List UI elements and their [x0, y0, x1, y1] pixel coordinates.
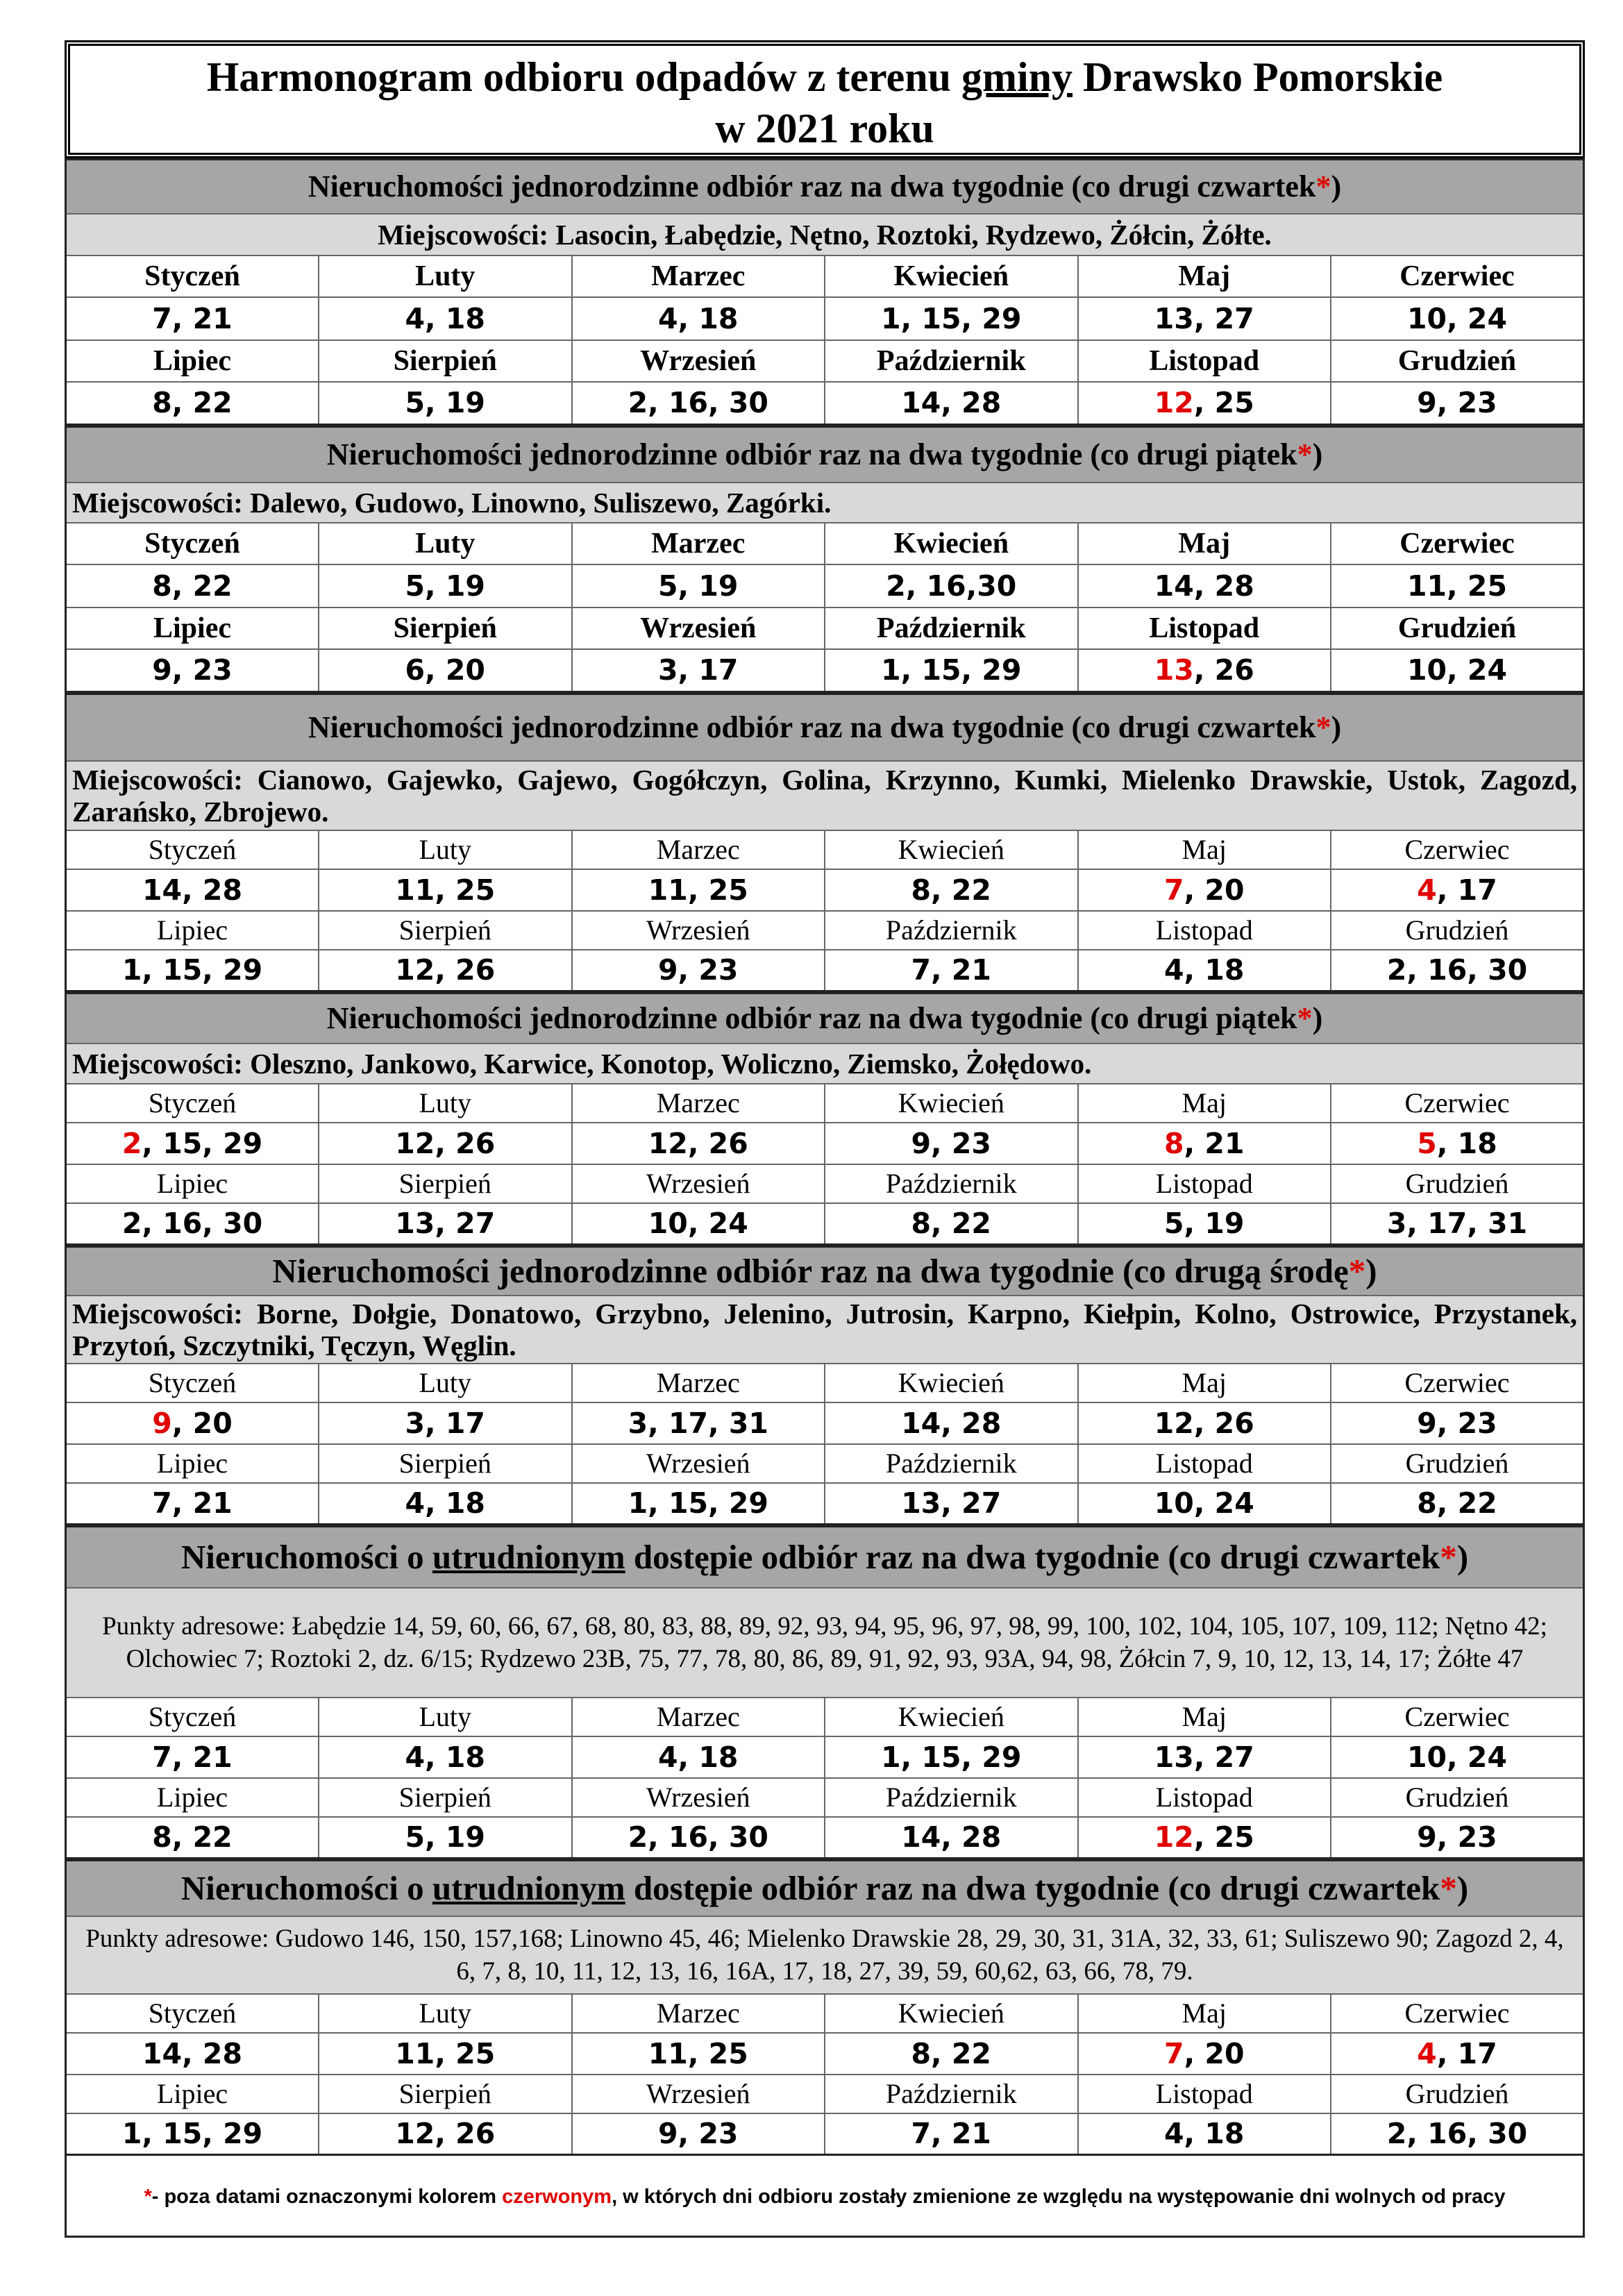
month-label: Styczeń — [66, 1364, 319, 1402]
pickup-dates: 7, 21 — [66, 1483, 319, 1525]
pickup-dates: 8, 22 — [1331, 1483, 1584, 1525]
month-label: Grudzień — [1331, 1444, 1584, 1483]
pickup-dates: 14, 28 — [66, 2033, 319, 2075]
pickup-dates: 8, 22 — [66, 564, 319, 607]
pickup-dates: 10, 24 — [1331, 649, 1584, 692]
pickup-dates: 1, 15, 29 — [825, 649, 1078, 692]
pickup-dates: 3, 17 — [572, 649, 825, 692]
month-label: Grudzień — [1331, 340, 1584, 382]
pickup-dates: 4, 18 — [319, 1736, 572, 1778]
pickup-dates: 10, 24 — [1078, 1483, 1331, 1525]
month-label: Wrzesień — [572, 1164, 825, 1203]
pickup-dates: 11, 25 — [572, 2033, 825, 2075]
month-label: Październik — [825, 911, 1078, 950]
month-label: Lipiec — [66, 2075, 319, 2113]
month-label: Luty — [319, 1994, 572, 2033]
pickup-dates: 12, 26 — [572, 1123, 825, 1164]
month-label: Wrzesień — [572, 911, 825, 950]
pickup-dates: 4, 18 — [1078, 2113, 1331, 2155]
month-label: Czerwiec — [1331, 1364, 1584, 1402]
pickup-dates: 13, 27 — [319, 1203, 572, 1245]
section-header: Nieruchomości jednorodzinne odbiór raz na dwa tygodnie (co drugą środę*) — [66, 1247, 1584, 1296]
pickup-dates: 9, 23 — [1331, 1402, 1584, 1444]
month-label: Październik — [825, 340, 1078, 382]
pickup-dates: 14, 28 — [825, 382, 1078, 425]
pickup-dates: 12, 25 — [1078, 1817, 1331, 1859]
month-label: Luty — [319, 255, 572, 297]
pickup-dates: 8, 22 — [825, 869, 1078, 911]
pickup-dates: 14, 28 — [825, 1402, 1078, 1444]
pickup-dates: 2, 16, 30 — [66, 1203, 319, 1245]
month-label: Maj — [1078, 255, 1331, 297]
pickup-dates: 9, 23 — [572, 950, 825, 991]
month-label: Marzec — [572, 255, 825, 297]
schedule-table-6 — [65, 1525, 1585, 1859]
pickup-dates: 9, 23 — [825, 1123, 1078, 1164]
month-label: Październik — [825, 1164, 1078, 1203]
schedule-table-7 — [65, 1859, 1585, 2156]
month-label: Marzec — [572, 1994, 825, 2033]
section-header: Nieruchomości jednorodzinne odbiór raz na dwa tygodnie (co drugi piątek*) — [66, 994, 1584, 1044]
pickup-dates: 5, 19 — [572, 564, 825, 607]
title-line-1: Harmonogram odbioru odpadów z terenu gminy Drawsko Pomorskie — [206, 54, 1443, 100]
pickup-dates: 4, 18 — [319, 1483, 572, 1525]
schedule-table-1 — [65, 158, 1585, 426]
month-label: Marzec — [572, 1084, 825, 1123]
pickup-dates: 4, 17 — [1331, 869, 1584, 911]
month-label: Marzec — [572, 830, 825, 869]
month-label: Wrzesień — [572, 340, 825, 382]
month-label: Sierpień — [319, 911, 572, 950]
section-header: Nieruchomości jednorodzinne odbiór raz na dwa tygodnie (co drugi piątek*) — [66, 427, 1584, 483]
pickup-dates: 6, 20 — [319, 649, 572, 692]
pickup-dates: 4, 18 — [1078, 950, 1331, 991]
month-label: Sierpień — [319, 2075, 572, 2113]
month-label: Listopad — [1078, 1444, 1331, 1483]
month-label: Grudzień — [1331, 1164, 1584, 1203]
month-label: Listopad — [1078, 1778, 1331, 1817]
pickup-dates: 13, 26 — [1078, 649, 1331, 692]
pickup-dates: 10, 24 — [572, 1203, 825, 1245]
section-header: Nieruchomości jednorodzinne odbiór raz na dwa tygodnie (co drugi czwartek*) — [66, 160, 1584, 214]
locations-list: Miejscowości: Dalewo, Gudowo, Linowno, Suliszewo, Zagórki. — [66, 483, 1584, 523]
pickup-dates: 7, 21 — [66, 1736, 319, 1778]
month-label: Marzec — [572, 1364, 825, 1402]
month-label: Grudzień — [1331, 607, 1584, 649]
month-label: Listopad — [1078, 911, 1331, 950]
month-label: Wrzesień — [572, 1444, 825, 1483]
pickup-dates: 11, 25 — [572, 869, 825, 911]
pickup-dates: 8, 22 — [825, 2033, 1078, 2075]
month-label: Czerwiec — [1331, 523, 1584, 564]
month-label: Lipiec — [66, 1778, 319, 1817]
month-label: Maj — [1078, 1084, 1331, 1123]
schedule-document — [65, 40, 1585, 2238]
month-label: Sierpień — [319, 1778, 572, 1817]
pickup-dates: 4, 18 — [572, 1736, 825, 1778]
pickup-dates: 7, 21 — [825, 950, 1078, 991]
pickup-dates: 1, 15, 29 — [66, 2113, 319, 2155]
month-label: Wrzesień — [572, 1778, 825, 1817]
pickup-dates: 1, 15, 29 — [572, 1483, 825, 1525]
month-label: Październik — [825, 1444, 1078, 1483]
schedule-table-2 — [65, 426, 1585, 693]
month-label: Maj — [1078, 1698, 1331, 1736]
month-label: Listopad — [1078, 340, 1331, 382]
pickup-dates: 10, 24 — [1331, 297, 1584, 340]
month-label: Kwiecień — [825, 523, 1078, 564]
pickup-dates: 13, 27 — [1078, 297, 1331, 340]
month-label: Luty — [319, 1698, 572, 1736]
month-label: Czerwiec — [1331, 1084, 1584, 1123]
month-label: Czerwiec — [1331, 255, 1584, 297]
month-label: Listopad — [1078, 2075, 1331, 2113]
pickup-dates: 4, 17 — [1331, 2033, 1584, 2075]
month-label: Maj — [1078, 523, 1331, 564]
pickup-dates: 1, 15, 29 — [825, 297, 1078, 340]
month-label: Lipiec — [66, 607, 319, 649]
month-label: Styczeń — [66, 1994, 319, 2033]
pickup-dates: 7, 20 — [1078, 869, 1331, 911]
month-label: Maj — [1078, 1364, 1331, 1402]
pickup-dates: 11, 25 — [319, 2033, 572, 2075]
month-label: Grudzień — [1331, 1778, 1584, 1817]
pickup-dates: 5, 19 — [319, 564, 572, 607]
title-line-2: w 2021 roku — [715, 106, 934, 151]
pickup-dates: 3, 17, 31 — [1331, 1203, 1584, 1245]
pickup-dates: 9, 23 — [1331, 1817, 1584, 1859]
month-label: Wrzesień — [572, 607, 825, 649]
section-header: Nieruchomości jednorodzinne odbiór raz na dwa tygodnie (co drugi czwartek*) — [66, 694, 1584, 761]
pickup-dates: 14, 28 — [66, 869, 319, 911]
pickup-dates: 13, 27 — [825, 1483, 1078, 1525]
pickup-dates: 3, 17, 31 — [572, 1402, 825, 1444]
pickup-dates: 14, 28 — [1078, 564, 1331, 607]
month-label: Styczeń — [66, 523, 319, 564]
address-points-list: Punkty adresowe: Gudowo 146, 150, 157,168; Linowno 45, 46; Mielenko Drawskie 28, 29, 30, 31, 31A, 32, 33, 61; Suliszewo 90; Zagozd 2, 4, 6, 7, 8, 10, 11, 12, 13, 16, 16A, 17, 18, 27, 39, 59, 60,62, 63, 66, 78, 79. — [66, 1916, 1584, 1994]
pickup-dates: 2, 15, 29 — [66, 1123, 319, 1164]
month-label: Kwiecień — [825, 255, 1078, 297]
pickup-dates: 2, 16,30 — [825, 564, 1078, 607]
month-label: Lipiec — [66, 340, 319, 382]
month-label: Kwiecień — [825, 1364, 1078, 1402]
month-label: Czerwiec — [1331, 830, 1584, 869]
pickup-dates: 5, 19 — [319, 1817, 572, 1859]
pickup-dates: 2, 16, 30 — [572, 382, 825, 425]
pickup-dates: 5, 19 — [1078, 1203, 1331, 1245]
month-label: Marzec — [572, 523, 825, 564]
pickup-dates: 8, 22 — [825, 1203, 1078, 1245]
pickup-dates: 2, 16, 30 — [1331, 950, 1584, 991]
month-label: Październik — [825, 2075, 1078, 2113]
pickup-dates: 9, 20 — [66, 1402, 319, 1444]
pickup-dates: 12, 25 — [1078, 382, 1331, 425]
title-underlined-word: gminy — [961, 54, 1073, 100]
footnote-red-word: czerwonym — [502, 2186, 612, 2208]
month-label: Kwiecień — [825, 1994, 1078, 2033]
month-label: Wrzesień — [572, 2075, 825, 2113]
pickup-dates: 11, 25 — [1331, 564, 1584, 607]
month-label: Grudzień — [1331, 911, 1584, 950]
pickup-dates: 4, 18 — [572, 297, 825, 340]
locations-list: Miejscowości: Cianowo, Gajewko, Gajewo, Gogółczyn, Golina, Krzynno, Kumki, Mielenko Drawskie, Ustok, Zagozd, Zarańsko, Zbrojewo. — [66, 761, 1584, 830]
month-label: Maj — [1078, 1994, 1331, 2033]
pickup-dates: 12, 26 — [319, 1123, 572, 1164]
month-label: Sierpień — [319, 1164, 572, 1203]
section-header: Nieruchomości o utrudnionym dostępie odbiór raz na dwa tygodnie (co drugi czwartek*) — [66, 1861, 1584, 1916]
section-header: Nieruchomości o utrudnionym dostępie odbiór raz na dwa tygodnie (co drugi czwartek*) — [66, 1527, 1584, 1588]
month-label: Maj — [1078, 830, 1331, 869]
month-label: Sierpień — [319, 340, 572, 382]
month-label: Styczeń — [66, 1084, 319, 1123]
month-label: Luty — [319, 1084, 572, 1123]
month-label: Lipiec — [66, 911, 319, 950]
pickup-dates: 7, 21 — [825, 2113, 1078, 2155]
pickup-dates: 8, 22 — [66, 382, 319, 425]
pickup-dates: 9, 23 — [572, 2113, 825, 2155]
pickup-dates: 9, 23 — [1331, 382, 1584, 425]
pickup-dates: 8, 22 — [66, 1817, 319, 1859]
pickup-dates: 5, 18 — [1331, 1123, 1584, 1164]
pickup-dates: 11, 25 — [319, 869, 572, 911]
address-points-list: Punkty adresowe: Łabędzie 14, 59, 60, 66, 67, 68, 80, 83, 88, 89, 92, 93, 94, 95, 96, 97, 98, 99, 100, 102, 104, 105, 107, 109, 112; Nętno 42; Olchowiec 7; Roztoki 2, dz. 6/15; Rydzewo 23B, 75, 77, 78, 80, 86, 89, 91, 92, 93, 93A, 94, 98, Żółcin 7, 9, 10, 12, 13, 14, 17; Żółte 47 — [66, 1588, 1584, 1698]
pickup-dates: 12, 26 — [1078, 1402, 1331, 1444]
pickup-dates: 12, 26 — [319, 950, 572, 991]
month-label: Luty — [319, 1364, 572, 1402]
pickup-dates: 10, 24 — [1331, 1736, 1584, 1778]
month-label: Styczeń — [66, 1698, 319, 1736]
month-label: Kwiecień — [825, 1698, 1078, 1736]
pickup-dates: 7, 21 — [66, 297, 319, 340]
schedule-table-5 — [65, 1246, 1585, 1525]
month-label: Październik — [825, 1778, 1078, 1817]
month-label: Listopad — [1078, 607, 1331, 649]
pickup-dates: 8, 21 — [1078, 1123, 1331, 1164]
schedule-table-3 — [65, 693, 1585, 992]
pickup-dates: 1, 15, 29 — [66, 950, 319, 991]
pickup-dates: 14, 28 — [825, 1817, 1078, 1859]
pickup-dates: 2, 16, 30 — [1331, 2113, 1584, 2155]
month-label: Czerwiec — [1331, 1994, 1584, 2033]
pickup-dates: 4, 18 — [319, 297, 572, 340]
month-label: Kwiecień — [825, 1084, 1078, 1123]
month-label: Sierpień — [319, 1444, 572, 1483]
month-label: Lipiec — [66, 1444, 319, 1483]
pickup-dates: 1, 15, 29 — [825, 1736, 1078, 1778]
month-label: Luty — [319, 523, 572, 564]
schedule-table-4 — [65, 992, 1585, 1246]
month-label: Kwiecień — [825, 830, 1078, 869]
month-label: Listopad — [1078, 1164, 1331, 1203]
month-label: Styczeń — [66, 255, 319, 297]
locations-list: Miejscowości: Borne, Dołgie, Donatowo, Grzybno, Jelenino, Jutrosin, Karpno, Kiełpin, Kolno, Ostrowice, Przystanek, Przytoń, Szczytniki, Tęczyn, Węglin. — [66, 1296, 1584, 1364]
pickup-dates: 7, 20 — [1078, 2033, 1331, 2075]
month-label: Czerwiec — [1331, 1698, 1584, 1736]
footnote: *- poza datami oznaczonymi kolorem czerwonym, w których dni odbioru zostały zmienione ze względu na występowanie dni wolnych od pracy — [65, 2156, 1585, 2238]
document-title — [65, 40, 1585, 158]
month-label: Październik — [825, 607, 1078, 649]
pickup-dates: 12, 26 — [319, 2113, 572, 2155]
pickup-dates: 13, 27 — [1078, 1736, 1331, 1778]
month-label: Marzec — [572, 1698, 825, 1736]
locations-list: Miejscowości: Lasocin, Łabędzie, Nętno, Roztoki, Rydzewo, Żółcin, Żółte. — [66, 214, 1584, 255]
locations-list: Miejscowości: Oleszno, Jankowo, Karwice, Konotop, Woliczno, Ziemsko, Żołędowo. — [66, 1044, 1584, 1084]
month-label: Styczeń — [66, 830, 319, 869]
pickup-dates: 2, 16, 30 — [572, 1817, 825, 1859]
pickup-dates: 3, 17 — [319, 1402, 572, 1444]
pickup-dates: 5, 19 — [319, 382, 572, 425]
pickup-dates: 9, 23 — [66, 649, 319, 692]
month-label: Grudzień — [1331, 2075, 1584, 2113]
month-label: Lipiec — [66, 1164, 319, 1203]
month-label: Sierpień — [319, 607, 572, 649]
month-label: Luty — [319, 830, 572, 869]
